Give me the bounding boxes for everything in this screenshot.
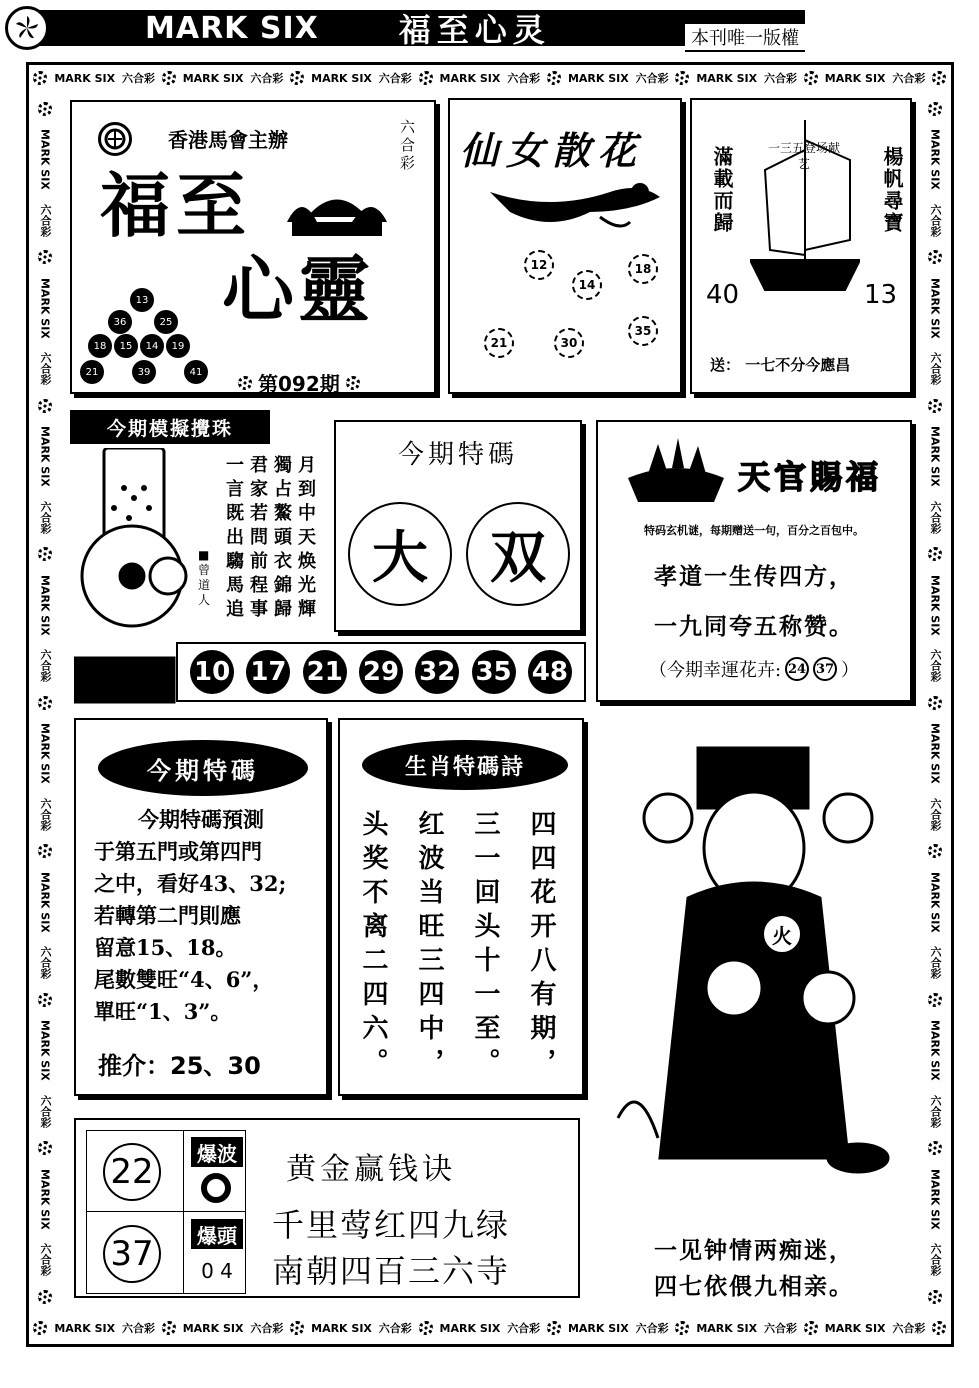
gold-numbers-box bbox=[86, 1130, 246, 1294]
flower-icon bbox=[928, 102, 942, 116]
strip-lhc: 六合彩 bbox=[39, 1243, 52, 1277]
strip-lhc: 六合彩 bbox=[39, 203, 52, 237]
strip-mark: MARK SIX bbox=[38, 574, 52, 636]
strip-mark: MARK SIX bbox=[824, 1321, 886, 1335]
strip-mark: MARK SIX bbox=[182, 71, 244, 85]
strip-mark: MARK SIX bbox=[182, 1321, 244, 1335]
tiangong-line2: 一九同夸五称赞。 bbox=[654, 613, 854, 640]
strip-lhc: 六合彩 bbox=[121, 1322, 155, 1335]
gold-burst-head: 爆頭 bbox=[191, 1219, 243, 1249]
ship-left-text: 滿載而歸 bbox=[710, 146, 734, 234]
border-strip-bottom bbox=[30, 1314, 950, 1342]
strip-mark: MARK SIX bbox=[439, 71, 501, 85]
predict-line: 今期特碼預測 bbox=[138, 807, 264, 832]
strip-mark: MARK SIX bbox=[696, 71, 758, 85]
ball: 17 bbox=[246, 650, 290, 694]
strip-lhc: 六合彩 bbox=[39, 649, 52, 683]
gold-panel bbox=[74, 1118, 580, 1298]
fairy-number: 21 bbox=[484, 328, 514, 358]
strip-mark: MARK SIX bbox=[928, 426, 942, 488]
fairy-number: 30 bbox=[554, 328, 584, 358]
strip-lhc: 六合彩 bbox=[121, 72, 155, 85]
sim-poem-row: 一君獨月 bbox=[226, 455, 322, 476]
flower-icon bbox=[290, 1321, 304, 1335]
strip-mark: MARK SIX bbox=[928, 277, 942, 339]
pile-ball: 15 bbox=[114, 334, 138, 358]
strip-mark: MARK SIX bbox=[38, 277, 52, 339]
fairy-number: 12 bbox=[524, 250, 554, 280]
strip-mark: MARK SIX bbox=[928, 1168, 942, 1230]
ship-gift-text: 一七不分今應昌 bbox=[745, 356, 851, 374]
strip-mark: MARK SIX bbox=[54, 71, 116, 85]
flower-icon bbox=[38, 1290, 52, 1304]
flower-icon bbox=[928, 547, 942, 561]
fairy-figure-icon bbox=[490, 172, 670, 238]
fairy-number: 18 bbox=[628, 254, 658, 284]
pile-ball: 13 bbox=[130, 288, 154, 312]
ball: 10 bbox=[190, 650, 234, 694]
flower-icon bbox=[162, 1321, 176, 1335]
strip-lhc: 六合彩 bbox=[764, 72, 797, 85]
lucky-number: 37 bbox=[813, 657, 837, 681]
zodiac-col: 头奖不离二四六。 bbox=[358, 810, 388, 1082]
flower-icon bbox=[38, 993, 52, 1007]
strip-mark: MARK SIX bbox=[54, 1321, 116, 1335]
lucky-prefix: （今期幸運花卉: bbox=[648, 660, 782, 681]
strip-mark: MARK SIX bbox=[311, 71, 372, 85]
flower-icon bbox=[33, 1321, 47, 1335]
border-strip-right bbox=[920, 95, 950, 1311]
predict-line: 留意15、18。 bbox=[94, 935, 237, 960]
strip-lhc: 六合彩 bbox=[635, 72, 669, 85]
strip-lhc: 六合彩 bbox=[892, 1322, 926, 1335]
masthead-panel bbox=[70, 100, 436, 394]
ingot-icon bbox=[282, 182, 392, 252]
strip-mark: MARK SIX bbox=[696, 1321, 758, 1335]
predict-label: 今期特碼 bbox=[98, 740, 308, 796]
zodiac-col: 四四花开八有期， bbox=[526, 810, 556, 1082]
flower-icon bbox=[38, 102, 52, 116]
flower-icon bbox=[547, 71, 561, 85]
strip-mark: MARK SIX bbox=[928, 129, 942, 191]
fairy-panel bbox=[448, 98, 682, 394]
pile-ball: 36 bbox=[108, 310, 132, 334]
strip-lhc: 六合彩 bbox=[929, 1243, 942, 1277]
ball: 35 bbox=[472, 650, 516, 694]
flower-icon bbox=[804, 1321, 818, 1335]
sim-label: 今期模擬攪珠 bbox=[70, 410, 270, 444]
strip-mark: MARK SIX bbox=[38, 426, 52, 488]
gods-illustration bbox=[598, 738, 910, 1188]
organizer-text: 香港馬會主辦 bbox=[168, 128, 288, 152]
flower-icon bbox=[38, 250, 52, 264]
lottery-label: 六合彩 bbox=[400, 118, 416, 172]
gold-head-val: 0 4 bbox=[201, 1259, 233, 1283]
strip-mark: MARK SIX bbox=[928, 574, 942, 636]
strip-lhc: 六合彩 bbox=[507, 1322, 541, 1335]
flower-icon bbox=[928, 993, 942, 1007]
fairy-title: 仙女散花 bbox=[460, 128, 645, 173]
zodiac-col: 红波当旺三四中， bbox=[414, 810, 444, 1082]
header-title: 福至心灵 bbox=[398, 11, 551, 49]
tiangong-title: 天官賜福 bbox=[738, 458, 883, 496]
flower-icon bbox=[928, 250, 942, 264]
strip-lhc: 六合彩 bbox=[39, 1094, 52, 1128]
pile-ball: 14 bbox=[140, 334, 164, 358]
flower-icon bbox=[290, 71, 304, 85]
flower-icon bbox=[675, 1321, 689, 1335]
strip-lhc: 六合彩 bbox=[929, 203, 942, 237]
strip-lhc: 六合彩 bbox=[250, 1322, 284, 1335]
strip-mark: MARK SIX bbox=[439, 1321, 501, 1335]
ship-num-right: 13 bbox=[864, 280, 898, 310]
pile-ball: 21 bbox=[80, 360, 104, 384]
flower-icon bbox=[419, 71, 433, 85]
strip-lhc: 六合彩 bbox=[39, 500, 52, 534]
predict-panel bbox=[74, 718, 328, 1096]
sim-poem-row: 言家占到 bbox=[226, 479, 322, 500]
flower-icon bbox=[38, 696, 52, 710]
lucky-suffix: ） bbox=[841, 660, 860, 681]
strip-lhc: 六合彩 bbox=[507, 72, 541, 85]
strip-mark: MARK SIX bbox=[38, 871, 52, 933]
sim-poem-row: 追事歸輝 bbox=[226, 599, 322, 620]
predict-recommend-label: 推介： bbox=[98, 1052, 170, 1080]
ship-sail-text: 一三五登场献艺 bbox=[767, 141, 840, 171]
predict-line: 于第五門或第四門 bbox=[94, 839, 262, 864]
gold-num2: 37 bbox=[103, 1225, 161, 1283]
pile-ball: 41 bbox=[184, 360, 208, 384]
special-panel bbox=[334, 420, 582, 632]
pile-ball: 18 bbox=[88, 334, 112, 358]
strip-mark: MARK SIX bbox=[567, 71, 629, 85]
flower-icon bbox=[928, 696, 942, 710]
predict-line: 單旺“1、3”。 bbox=[94, 999, 232, 1024]
fairy-number: 35 bbox=[628, 316, 658, 346]
ball: 48 bbox=[528, 650, 572, 694]
tiangong-panel bbox=[596, 420, 912, 702]
flower-icon bbox=[162, 71, 176, 85]
zodiac-panel bbox=[338, 718, 584, 1096]
gold-title: 黄金赢钱诀 bbox=[286, 1152, 456, 1187]
tiangong-desc: 特码玄机谜，每期赠送一句，百分之百包中。 bbox=[644, 524, 864, 537]
strip-mark: MARK SIX bbox=[38, 129, 52, 191]
flower-icon bbox=[804, 71, 818, 85]
strip-lhc: 六合彩 bbox=[929, 1094, 942, 1128]
flower-icon bbox=[932, 71, 946, 85]
zodiac-col: 三一回头十一至。 bbox=[470, 810, 500, 1082]
strip-lhc: 六合彩 bbox=[250, 72, 284, 85]
flower-icon bbox=[38, 399, 52, 413]
flower-icon bbox=[547, 1321, 561, 1335]
flower-icon bbox=[33, 71, 47, 85]
issue-number: 第092期 bbox=[258, 372, 340, 396]
strip-lhc: 六合彩 bbox=[929, 352, 942, 386]
gold-line2: 南朝四百三六寺 bbox=[272, 1252, 511, 1290]
gold-burst-wave: 爆波 bbox=[191, 1137, 243, 1167]
strip-lhc: 六合彩 bbox=[929, 649, 942, 683]
fairy-number: 14 bbox=[572, 270, 602, 300]
strip-mark: MARK SIX bbox=[567, 1321, 629, 1335]
ring-icon bbox=[201, 1173, 231, 1203]
ship-panel bbox=[690, 98, 912, 394]
flower-icon bbox=[928, 844, 942, 858]
flower-icon bbox=[928, 399, 942, 413]
strip-lhc: 六合彩 bbox=[378, 72, 412, 85]
flower-icon bbox=[928, 1290, 942, 1304]
flower-icon bbox=[928, 1141, 942, 1155]
header-bar bbox=[25, 10, 805, 49]
border-strip-left bbox=[30, 95, 60, 1311]
predict-line: 若轉第二門則應 bbox=[94, 903, 241, 928]
strip-lhc: 六合彩 bbox=[929, 797, 942, 831]
predict-lines bbox=[94, 804, 324, 1028]
strip-lhc: 六合彩 bbox=[378, 1322, 412, 1335]
strip-lhc: 六合彩 bbox=[892, 72, 926, 85]
special-label: 今期特碼 bbox=[397, 440, 518, 470]
balls-row bbox=[176, 642, 586, 702]
sim-side-note: ■曾道人 bbox=[198, 548, 211, 607]
ship-num-left: 40 bbox=[706, 280, 740, 310]
ship-gift-row bbox=[710, 354, 850, 375]
strip-mark: MARK SIX bbox=[928, 723, 942, 785]
bauhinia-logo-icon bbox=[5, 6, 49, 50]
flower-icon bbox=[675, 71, 689, 85]
flower-icon bbox=[932, 1321, 946, 1335]
flower-icon bbox=[38, 547, 52, 561]
strip-lhc: 六合彩 bbox=[635, 1322, 669, 1335]
tiangong-lucky-row bbox=[598, 656, 910, 682]
flower-icon bbox=[38, 844, 52, 858]
ship-right-text: 楊帆尋寶 bbox=[880, 146, 904, 234]
header-tag: 本刊唯一版權 bbox=[685, 24, 805, 52]
strip-lhc: 六合彩 bbox=[929, 500, 942, 534]
pile-ball: 19 bbox=[166, 334, 190, 358]
tiangong-line1: 孝道一生传四方， bbox=[654, 563, 854, 590]
header-brand: MARK SIX bbox=[145, 10, 319, 46]
strip-lhc: 六合彩 bbox=[39, 352, 52, 386]
ball-pile bbox=[80, 288, 212, 386]
strip-mark: MARK SIX bbox=[928, 871, 942, 933]
sim-poem-row: 出問頭天 bbox=[226, 527, 322, 548]
pile-ball: 25 bbox=[154, 310, 178, 334]
pile-ball: 39 bbox=[132, 360, 156, 384]
strip-mark: MARK SIX bbox=[928, 1020, 942, 1082]
ingot-icon bbox=[628, 438, 724, 502]
predict-recommend-row bbox=[98, 1046, 261, 1081]
predict-line: 之中，看好43、32; bbox=[94, 871, 287, 896]
issue-row bbox=[238, 368, 360, 397]
flower-icon bbox=[419, 1321, 433, 1335]
ball: 32 bbox=[415, 650, 459, 694]
masthead-name-bottom: 心靈 bbox=[222, 247, 375, 332]
gods-fire-badge: 火 bbox=[762, 914, 802, 954]
strip-mark: MARK SIX bbox=[311, 1321, 372, 1335]
gold-num1: 22 bbox=[103, 1143, 161, 1201]
special-double: 双 bbox=[466, 502, 570, 606]
lucky-number: 24 bbox=[785, 657, 809, 681]
special-big: 大 bbox=[348, 502, 452, 606]
strip-lhc: 六合彩 bbox=[39, 946, 52, 980]
strip-lhc: 六合彩 bbox=[929, 946, 942, 980]
sim-poem-row: 既若鰲中 bbox=[226, 503, 322, 524]
flower-icon bbox=[38, 1141, 52, 1155]
gold-line1: 千里莺红四九绿 bbox=[272, 1206, 511, 1244]
predict-line: 尾數雙旺“4、6”， bbox=[94, 967, 274, 992]
gods-line1: 一见钟情两痴迷， bbox=[654, 1237, 854, 1264]
sim-poem-row: 騶前衣焕 bbox=[226, 551, 322, 572]
sim-poem-row: 馬程錦光 bbox=[226, 575, 322, 596]
strip-mark: MARK SIX bbox=[38, 1168, 52, 1230]
masthead-name-top: 福至 bbox=[100, 164, 252, 247]
jockey-club-logo-icon bbox=[98, 122, 132, 156]
gods-line2: 四七依偎九相亲。 bbox=[654, 1273, 854, 1300]
ship-gift-label: 送： bbox=[710, 356, 741, 374]
strip-lhc: 六合彩 bbox=[39, 797, 52, 831]
ball: 29 bbox=[359, 650, 403, 694]
predict-recommend: 25、30 bbox=[170, 1052, 261, 1080]
zodiac-label: 生肖特碼詩 bbox=[362, 740, 568, 790]
strip-mark: MARK SIX bbox=[38, 1020, 52, 1082]
strip-lhc: 六合彩 bbox=[764, 1322, 797, 1335]
flower-icon bbox=[346, 376, 360, 390]
ball: 21 bbox=[303, 650, 347, 694]
flower-icon bbox=[238, 376, 252, 390]
border-strip-top bbox=[30, 64, 950, 92]
strip-mark: MARK SIX bbox=[38, 723, 52, 785]
sim-poem bbox=[226, 454, 326, 622]
strip-mark: MARK SIX bbox=[824, 71, 886, 85]
